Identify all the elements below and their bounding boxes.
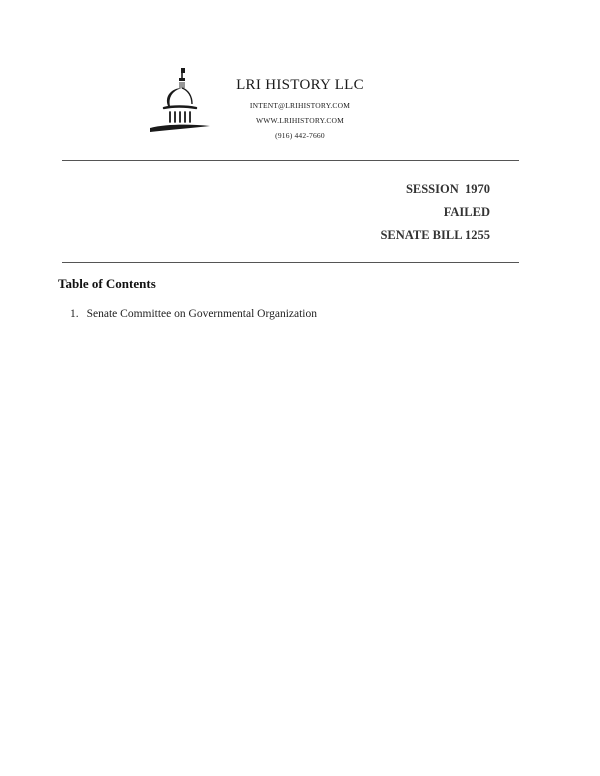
header-divider xyxy=(62,160,519,161)
company-website: WWW.LRIHISTORY.COM xyxy=(255,116,345,125)
toc-item-label[interactable]: Senate Committee on Governmental Organization xyxy=(86,308,317,320)
company-email: INTENT@LRIHISTORY.COM xyxy=(249,101,351,110)
toc-item[interactable] xyxy=(70,308,317,320)
company-phone: (916) 442-7660 xyxy=(275,131,325,140)
section-divider xyxy=(62,262,519,263)
capitol-dome-icon xyxy=(146,66,212,138)
toc-item-number: 1. xyxy=(70,308,79,320)
toc-list xyxy=(70,308,317,320)
bill-number: SENATE BILL 1255 xyxy=(380,228,490,242)
company-name: LRI HISTORY LLC xyxy=(236,77,364,93)
bill-info-block xyxy=(380,181,490,250)
bill-status: FAILED xyxy=(443,205,490,219)
toc-heading: Table of Contents xyxy=(58,276,156,291)
session-label: SESSION 1970 xyxy=(405,182,490,196)
